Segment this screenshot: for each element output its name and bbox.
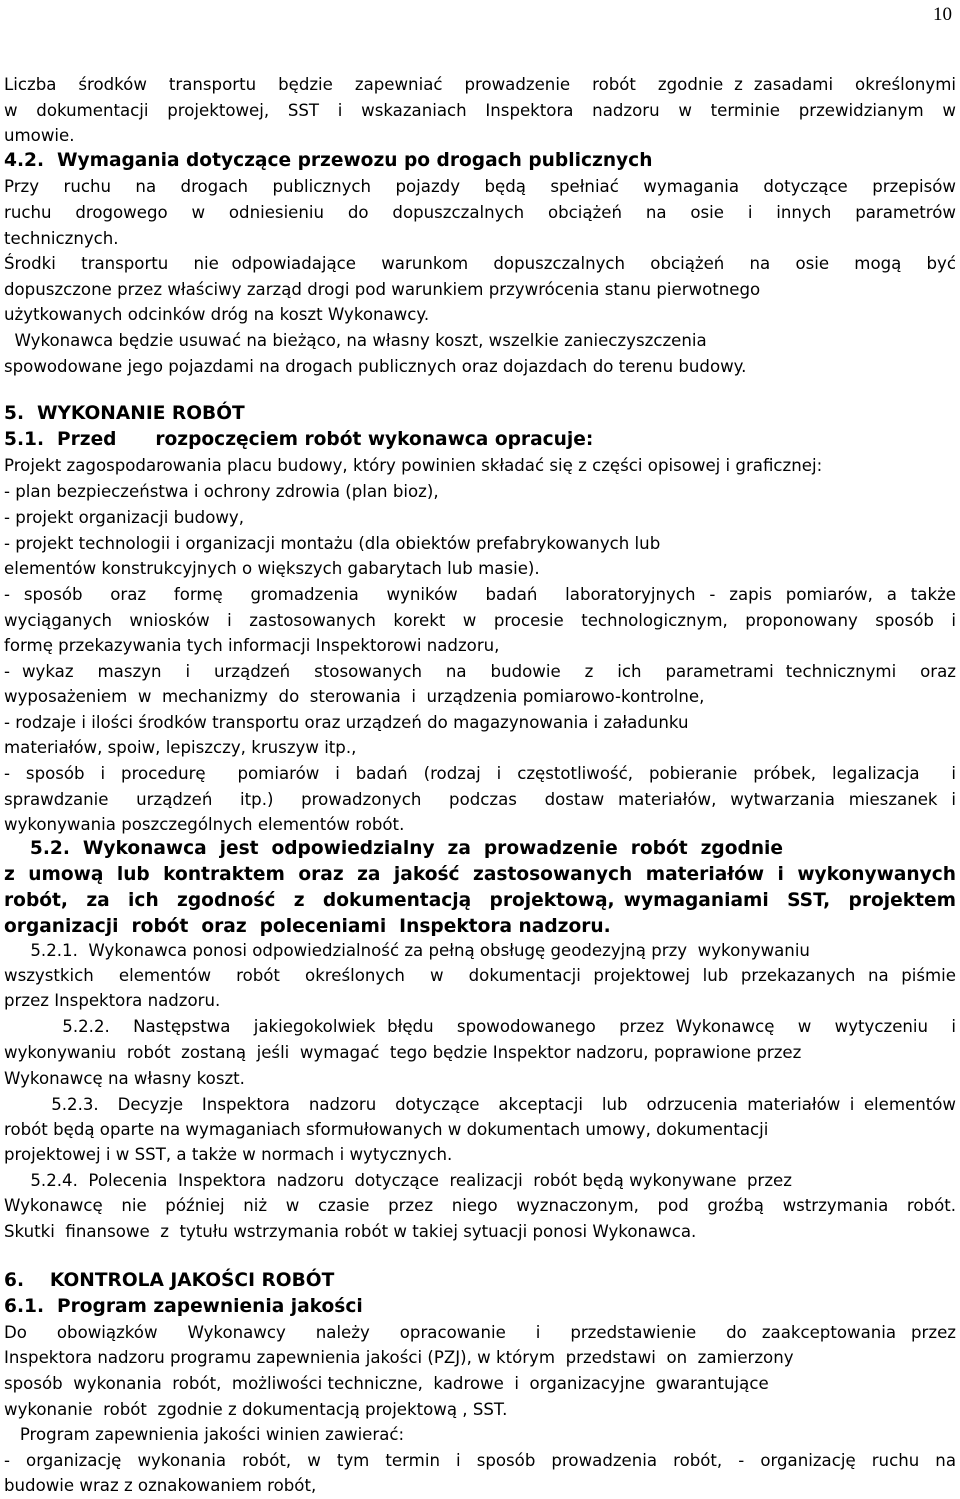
- text-line: - rodzaje i ilości środków transportu oraz urządzeń do magazynowania i załadunku: [4, 713, 689, 732]
- text-line: materiałów, spoiw, lepiszczy, kruszyw itp.,: [4, 738, 357, 757]
- section-heading: 6.1. Program zapewnienia jakości: [4, 1296, 363, 1317]
- text-line: - projekt organizacji budowy,: [4, 508, 245, 527]
- text-line: dopuszczone przez właściwy zarząd drogi pod warunkiem przywrócenia stanu pierwotnego: [4, 280, 761, 299]
- text-line: - organizację wykonania robót, w tym termin i sposób prowadzenia robót, - organizację ruchu na: [4, 1451, 956, 1470]
- text-line: wykonywaniu robót zostaną jeśli wymagać tego będzie Inspektor nadzoru, poprawione przez: [4, 1043, 802, 1062]
- section-heading: 5. WYKONANIE ROBÓT: [4, 403, 245, 424]
- text-line: wykonywania poszczególnych elementów robót.: [4, 815, 405, 834]
- text-line: wszystkich elementów robót określonych w dokumentacji projektowej lub przekazanych na piśmie: [4, 966, 956, 985]
- text-line: w dokumentacji projektowej, SST i wskazaniach Inspektora nadzoru w terminie przewidzianym w: [4, 101, 956, 120]
- text-line: - plan bezpieczeństwa i ochrony zdrowia (plan bioz),: [4, 482, 439, 501]
- text-line: sprawdzanie urządzeń itp.) prowadzonych podczas dostaw materiałów, wytwarzania mieszanek i: [4, 790, 956, 809]
- text-line: budowie wraz z oznakowaniem robót,: [4, 1476, 317, 1495]
- text-line: - sposób i procedurę pomiarów i badań (rodzaj i częstotliwość, pobieranie próbek, legalizacja i: [4, 764, 956, 783]
- text-line: Liczba środków transportu będzie zapewniać prowadzenie robót zgodnie z zasadami określonymi: [4, 75, 956, 94]
- text-line: spowodowane jego pojazdami na drogach publicznych oraz dojazdach do terenu budowy.: [4, 357, 747, 376]
- text-line: wykonanie robót zgodnie z dokumentacją projektową , SST.: [4, 1400, 508, 1419]
- text-line: 5.2.1. Wykonawca ponosi odpowiedzialność za pełną obsługę geodezyjną przy wykonywaniu: [4, 941, 810, 960]
- text-line: Środki transportu nie odpowiadające warunkom dopuszczalnych obciążeń na osie mogą być: [4, 254, 956, 273]
- text-line: - sposób oraz formę gromadzenia wyników badań laboratoryjnych - zapis pomiarów, a także: [4, 585, 956, 604]
- text-line: Wykonawcę nie później niż w czasie przez niego wyznaczonym, pod groźbą wstrzymania robót.: [4, 1196, 956, 1215]
- text-line: robót będą oparte na wymaganiach sformułowanych w dokumentach umowy, dokumentacji: [4, 1120, 769, 1139]
- section-heading: organizacji robót oraz poleceniami Inspektora nadzoru.: [4, 916, 611, 937]
- text-line: - projekt technologii i organizacji montażu (dla obiektów prefabrykowanych lub: [4, 534, 661, 553]
- text-line: ruchu drogowego w odniesieniu do dopuszczalnych obciążeń na osie i innych parametrów: [4, 203, 956, 222]
- text-line: technicznych.: [4, 229, 119, 248]
- section-heading: robót, za ich zgodność z dokumentacją projektową, wymaganiami SST, projektem: [4, 890, 956, 911]
- text-line: formę przekazywania tych informacji Inspektorowi nadzoru,: [4, 636, 500, 655]
- text-line: użytkowanych odcinków dróg na koszt Wykonawcy.: [4, 305, 430, 324]
- text-line: 5.2.3. Decyzje Inspektora nadzoru dotyczące akceptacji lub odrzucenia materiałów i elementów: [4, 1095, 956, 1114]
- text-line: Program zapewnienia jakości winien zawierać:: [4, 1425, 405, 1444]
- text-line: Do obowiązków Wykonawcy należy opracowanie i przedstawienie do zaakceptowania przez: [4, 1323, 956, 1342]
- text-line: przez Inspektora nadzoru.: [4, 991, 221, 1010]
- text-line: sposób wykonania robót, możliwości techniczne, kadrowe i organizacyjne gwarantujące: [4, 1374, 769, 1393]
- text-line: Skutki finansowe z tytułu wstrzymania robót w takiej sytuacji ponosi Wykonawca.: [4, 1222, 697, 1241]
- text-line: Projekt zagospodarowania placu budowy, który powinien składać się z części opisowej i graficznej:: [4, 456, 823, 475]
- text-line: umowie.: [4, 126, 75, 145]
- text-line: projektowej i w SST, a także w normach i wytycznych.: [4, 1145, 453, 1164]
- section-heading: 5.1. Przed rozpoczęciem robót wykonawca opracuje:: [4, 429, 594, 450]
- text-line: Inspektora nadzoru programu zapewnienia jakości (PZJ), w którym przedstawi on zamierzony: [4, 1348, 794, 1367]
- text-line: 5.2.2. Następstwa jakiegokolwiek błędu spowodowanego przez Wykonawcę w wytyczeniu i: [4, 1017, 956, 1036]
- section-heading: 4.2. Wymagania dotyczące przewozu po drogach publicznych: [4, 150, 653, 171]
- section-heading: 5.2. Wykonawca jest odpowiedzialny za prowadzenie robót zgodnie: [4, 838, 784, 859]
- text-line: Przy ruchu na drogach publicznych pojazdy będą spełniać wymagania dotyczące przepisów: [4, 177, 956, 196]
- text-line: 5.2.4. Polecenia Inspektora nadzoru dotyczące realizacji robót będą wykonywane przez: [4, 1171, 792, 1190]
- text-line: wyposażeniem w mechanizmy do sterowania i urządzenia pomiarowo-kontrolne,: [4, 687, 705, 706]
- text-line: Wykonawcę na własny koszt.: [4, 1069, 245, 1088]
- section-heading: z umową lub kontraktem oraz za jakość zastosowanych materiałów i wykonywanych: [4, 864, 956, 885]
- page-number: 10: [933, 4, 952, 25]
- text-line: elementów konstrukcyjnych o większych gabarytach lub masie).: [4, 559, 540, 578]
- text-line: Wykonawca będzie usuwać na bieżąco, na własny koszt, wszelkie zanieczyszczenia: [4, 331, 707, 350]
- text-line: - wykaz maszyn i urządzeń stosowanych na budowie z ich parametrami technicznymi oraz: [4, 662, 956, 681]
- text-line: wyciąganych wniosków i zastosowanych korekt w procesie technologicznym, proponowany sposób i: [4, 611, 956, 630]
- section-heading: 6. KONTROLA JAKOŚCI ROBÓT: [4, 1270, 335, 1291]
